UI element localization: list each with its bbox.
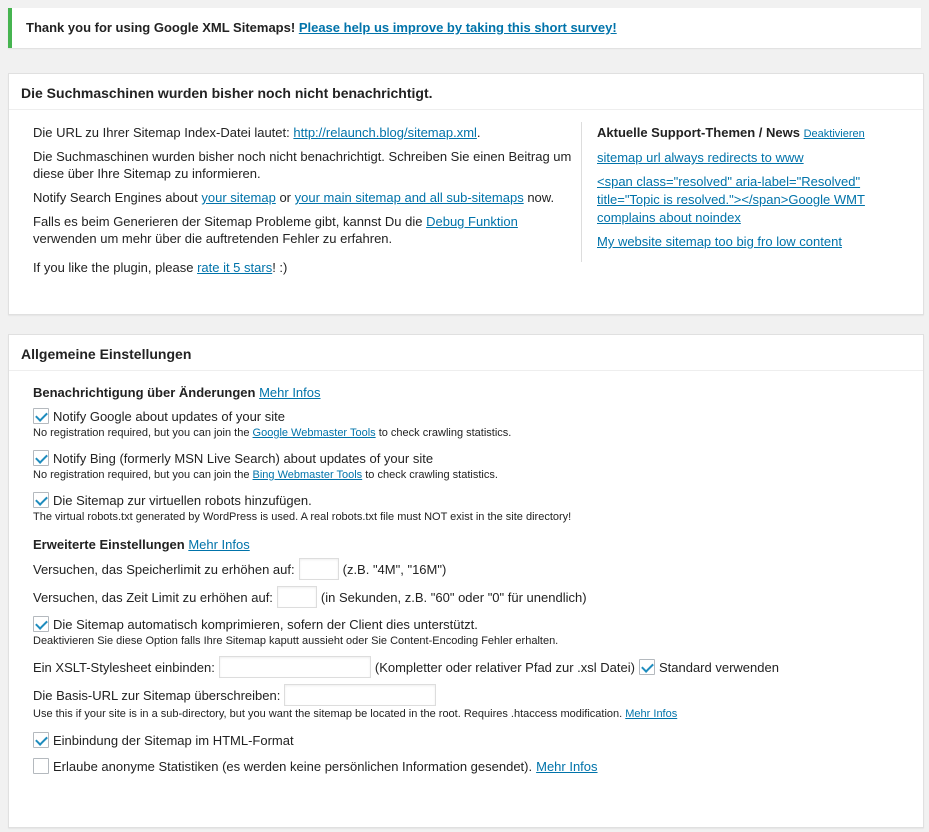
google-desc: No registration required, but you can join the Google Webmaster Tools to check crawling statistics. [33, 427, 512, 439]
robots-checkbox[interactable] [33, 492, 49, 508]
xslt-row [33, 655, 913, 679]
rate-line: If you like the plugin, please rate it 5 stars! :) [33, 260, 288, 275]
html-row [33, 730, 913, 750]
status-box [8, 73, 924, 315]
bing-desc: No registration required, but you can join the Bing Webmaster Tools to check crawling statistics. [33, 469, 498, 481]
xslt-input[interactable] [219, 656, 371, 678]
html-label: Einbindung der Sitemap im HTML-Format [53, 732, 294, 748]
support-news [597, 124, 897, 257]
compress-checkbox[interactable] [33, 616, 49, 632]
memory-label: Versuchen, das Speicherlimit zu erhöhen auf: [33, 561, 295, 577]
support-link[interactable]: My website sitemap too big fro low content [597, 234, 842, 249]
robots-desc: The virtual robots.txt generated by WordPress is used. A real robots.txt file must NOT exist in the site directory! [33, 511, 572, 523]
xslt-label: Ein XSLT-Stylesheet einbinden: [33, 659, 215, 675]
support-title: Aktuelle Support-Themen / News Deaktivieren [597, 125, 865, 140]
robots-label: Die Sitemap zur virtuellen robots hinzufügen. [53, 492, 312, 508]
settings-box [8, 334, 924, 828]
memory-row [33, 556, 913, 582]
stats-more-info-link[interactable]: Mehr Infos [536, 758, 598, 774]
settings-box-title: Allgemeine Einstellungen [9, 335, 923, 371]
notify-bing-label: Notify Bing (formerly MSN Live Search) about updates of your site [53, 450, 434, 466]
baseurl-label: Die Basis-URL zur Sitemap überschreiben: [33, 687, 281, 703]
survey-link[interactable]: Please help us improve by taking this short survey! [298, 20, 617, 35]
notify-google-checkbox[interactable] [33, 408, 49, 424]
bing-webmaster-link[interactable]: Bing Webmaster Tools [252, 469, 363, 481]
debug-line: Falls es beim Generieren der Sitemap Probleme gibt, kannst Du die Debug Funktion verwenden um mehr über die auftretenden Fehler zu erfahren. [33, 214, 518, 246]
time-label: Versuchen, das Zeit Limit zu erhöhen auf: [33, 589, 273, 605]
support-deactivate-link[interactable]: Deaktivieren [803, 128, 865, 140]
sitemap-url-link[interactable]: http://relaunch.blog/sitemap.xml [293, 125, 477, 140]
survey-notice [8, 8, 921, 48]
column-divider [581, 122, 582, 262]
sitemap-url-line: Die URL zu Ihrer Sitemap Index-Datei lautet: http://relaunch.blog/sitemap.xml. [33, 125, 481, 140]
rate-link[interactable]: rate it 5 stars [197, 260, 273, 275]
notify-google-row [33, 406, 913, 426]
status-content [33, 124, 573, 283]
notice-text: Thank you for using Google XML Sitemaps! [26, 20, 296, 35]
baseurl-desc: Use this if your site is in a sub-directory, but you want the sitemap be located in the root. Requires .htaccess modification. Mehr Infos [33, 708, 678, 720]
stats-label: Erlaube anonyme Statistiken (es werden keine persönlichen Information gesendet). [53, 758, 533, 774]
advanced-more-info-link[interactable]: Mehr Infos [188, 537, 250, 552]
support-link[interactable]: <span class="resolved" aria-label="Resolved" title="Topic is resolved."></span>Google WMT complains about noindex [597, 174, 865, 225]
notify-sitemap-link[interactable]: your sitemap [201, 190, 276, 205]
stats-checkbox[interactable] [33, 758, 49, 774]
compress-label: Die Sitemap automatisch komprimieren, sofern der Client dies unterstützt. [53, 616, 478, 632]
time-input[interactable] [277, 586, 317, 608]
notify-all-sitemaps-link[interactable]: your main sitemap and all sub-sitemaps [294, 190, 524, 205]
google-webmaster-link[interactable]: Google Webmaster Tools [252, 427, 376, 439]
debug-link[interactable]: Debug Funktion [426, 214, 518, 229]
xslt-default-checkbox[interactable] [639, 659, 655, 675]
notify-google-label: Notify Google about updates of your site [53, 408, 285, 424]
notify-line: Notify Search Engines about your sitemap or your main sitemap and all sub-sitemaps now. [33, 190, 555, 205]
html-checkbox[interactable] [33, 732, 49, 748]
status-box-title: Die Suchmaschinen wurden bisher noch nicht benachrichtigt. [9, 74, 923, 110]
settings-content [33, 385, 913, 776]
memory-hint: (z.B. "4M", "16M") [342, 561, 447, 577]
memory-input[interactable] [299, 558, 339, 580]
time-row [33, 584, 913, 610]
advanced-section-title: Erweiterte Einstellungen Mehr Infos [33, 537, 250, 552]
baseurl-input[interactable] [284, 684, 436, 706]
notify-bing-checkbox[interactable] [33, 450, 49, 466]
compress-desc: Deaktivieren Sie diese Option falls Ihre Sitemap kaputt aussieht oder Sie Content-Encoding Fehler erhalten. [33, 635, 559, 647]
xslt-hint: (Kompletter oder relativer Pfad zur .xsl Datei) [374, 659, 635, 675]
support-link[interactable]: sitemap url always redirects to www [597, 150, 804, 165]
baseurl-more-info-link[interactable]: Mehr Infos [625, 708, 678, 720]
not-notified-text: Die Suchmaschinen wurden bisher noch nicht benachrichtigt. Schreiben Sie einen Beitrag um diese über Ihre Sitemap zu informieren. [33, 149, 572, 181]
xslt-default-label: Standard verwenden [658, 659, 779, 675]
notify-section-title: Benachrichtigung über Änderungen Mehr Infos [33, 385, 321, 400]
stats-row [33, 756, 913, 776]
baseurl-row [33, 683, 913, 707]
notify-bing-row [33, 448, 913, 468]
robots-row [33, 490, 913, 510]
time-hint: (in Sekunden, z.B. "60" oder "0" für unendlich) [320, 589, 587, 605]
compress-row [33, 614, 913, 634]
notify-more-info-link[interactable]: Mehr Infos [259, 385, 321, 400]
